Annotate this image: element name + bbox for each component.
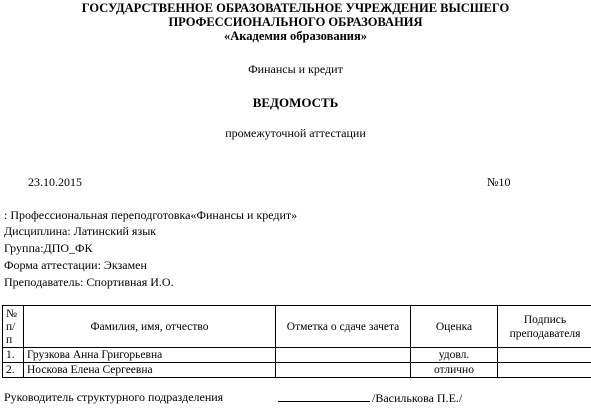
document-subtitle: промежуточной аттестации xyxy=(225,126,366,140)
row-signature xyxy=(498,348,591,363)
discipline-line: Дисциплина: Латинский язык xyxy=(4,224,157,238)
document-date: 23.10.2015 xyxy=(28,175,82,189)
row-grade: удовл. xyxy=(411,348,498,363)
table-row xyxy=(3,363,591,378)
column-header-name: Фамилия, имя, отчество xyxy=(24,306,276,348)
head-of-department-label: Руководитель структурного подразделения xyxy=(4,390,224,404)
program-line: : Профессиональная переподготовка«Финансы и кредит» xyxy=(4,208,298,222)
row-mark xyxy=(276,363,411,378)
row-signature xyxy=(498,363,591,378)
row-grade: отлично xyxy=(411,363,498,378)
attestation-table xyxy=(2,305,591,378)
org-name-line1: ГОСУДАРСТВЕННОЕ ОБРАЗОВАТЕЛЬНОЕ УЧРЕЖДЕНИЕ ВЫСШЕГО xyxy=(81,1,510,15)
head-signature-block xyxy=(278,390,462,406)
table-row xyxy=(3,348,591,363)
row-mark xyxy=(276,348,411,363)
department-name: Финансы и кредит xyxy=(248,62,343,76)
column-header-mark: Отметка о сдаче зачета xyxy=(276,306,411,348)
column-header-signature: Подпись преподавателя xyxy=(498,306,591,348)
row-number: 1. xyxy=(3,348,24,363)
signature-line xyxy=(278,390,370,402)
column-header-number: № п/п xyxy=(3,306,24,348)
document-number: №10 xyxy=(487,175,511,189)
table-header-row xyxy=(3,306,591,348)
row-student-name: Грузкова Анна Григорьевна xyxy=(24,348,276,363)
org-name-line3: «Академия образования» xyxy=(223,29,368,43)
org-name-line2: ПРОФЕССИОНАЛЬНОГО ОБРАЗОВАНИЯ xyxy=(168,15,423,29)
row-number: 2. xyxy=(3,363,24,378)
document-title: ВЕДОМОСТЬ xyxy=(252,95,339,110)
group-line: Группа:ДПО_ФК xyxy=(4,241,93,255)
teacher-line: Преподаватель: Спортивная И.О. xyxy=(4,275,174,289)
head-signature-name: /Василькова П.Е./ xyxy=(372,391,463,405)
column-header-grade: Оценка xyxy=(411,306,498,348)
attestation-form-line: Форма аттестации: Экзамен xyxy=(4,258,147,272)
row-student-name: Носкова Елена Сергеевна xyxy=(24,363,276,378)
